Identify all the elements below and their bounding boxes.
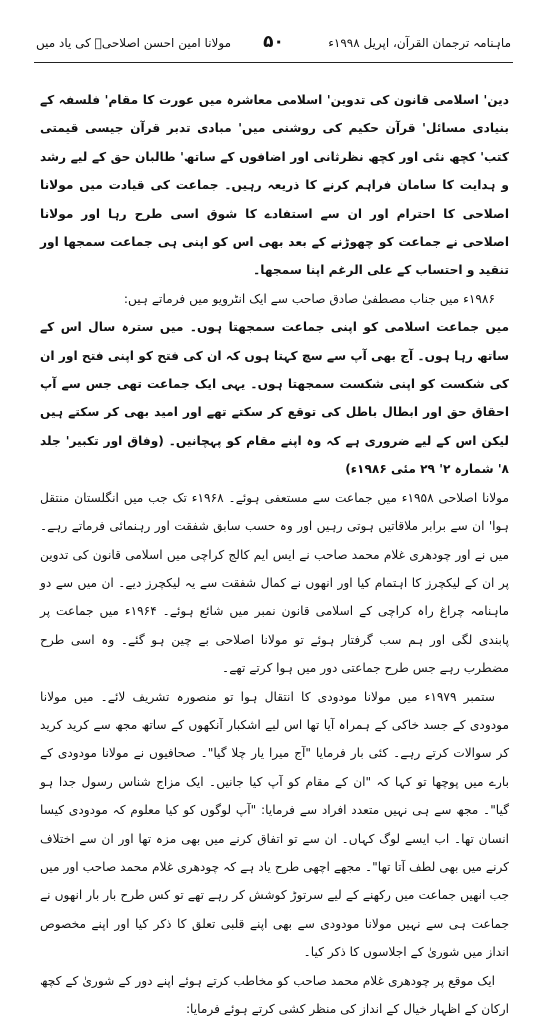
page-number: ۵۰: [263, 32, 284, 52]
paragraph: ۱۹۸۶ء میں جناب مصطفیٰ صادق صاحب سے ایک انٹرویو میں فرماتے ہیں:: [123, 291, 495, 306]
paragraph: ستمبر ۱۹۷۹ء میں مولانا مودودی کا انتقال ہوا تو منصورہ تشریف لائے۔ میں مولانا مودودی کے جسد خاکی کے ہمراہ آیا تھا اس لیے اشکبار آنکھوں کے ساتھ مجھ سے کرید کرید کر سوالات کرتے رہے۔ کئی بار فرمایا "آج میرا یار چلا گیا"۔ صحافیوں نے مولانا مودودی کے بارے میں پوچھا تو کہا کہ "ان کے مقام کو آپ کیا جانیں۔ ایک مزاج شناس رسول جدا ہو گیا"۔ مجھ سے ہی نہیں متعدد افراد سے فرمایا: "آپ لوگوں کو کیا معلوم کہ مودودی کیسا انسان تھا۔ اب ایسے لوگ کہاں۔ ان سے تو اتفاق کرنے میں بھی مزہ تھا اور ان سے اختلاف کرنے میں بھی لطف آتا تھا"۔ مجھے اچھی طرح یاد ہے کہ چودھری غلام محمد صاحب اور میں جب انھیں جماعت میں رکھنے کے لیے سرتوڑ کوشش کر رہے تھے تو کس طرح بار بار انھوں نے جماعت ہی سے نہیں مولانا مودودی سے بھی اپنے قلبی تعلق کا ذکر کیا اور اپنے مخصوص انداز میں شوریٰ کے اجلاسوں کا ذکر کیا۔: [40, 689, 509, 960]
paragraph: ایک موقع پر چودھری غلام محمد صاحب کو مخاطب کرتے ہوئے اپنے دور کے شوریٰ کے کچھ ارکان کے اظہار خیال کے انداز کی منظر کشی کرتے ہوئے فرمایا:: [40, 973, 509, 1016]
header-divider: [34, 62, 513, 63]
section-title: مولانا امین احسن اصلاحیؒ کی یاد میں: [36, 36, 232, 50]
quoted-paragraph: میں جماعت اسلامی کو اپنی جماعت سمجھتا ہوں۔ میں سترہ سال اس کے ساتھ رہا ہوں۔ آج بھی آپ سے سچ کہتا ہوں کہ ان کی فتح کو اپنی فتح اور ان کی شکست کو اپنی شکست سمجھتا ہوں۔ یہی ایک جماعت تھی جس سے آپ احقاق حق اور ابطال باطل کی توقع کر سکتے تھے اور امید بھی کر سکتے ہیں لیکن اس کے لیے ضروری ہے کہ وہ اپنے مقام کو پہچانیں۔ (وفاق اور تکبیر' جلد ۸' شمارہ ۲' ۲۹ مئی ۱۹۸۶ء): [40, 320, 509, 477]
paragraph: دین' اسلامی قانون کی تدوین' اسلامی معاشرہ میں عورت کا مقام' فلسفہ کے بنیادی مسائل' قرآن حکیم کی روشنی میں' مبادی تدبر قرآن جیسی قیمتی کتب' کچھ نئی اور کچھ نظرثانی اور اضافوں کے ساتھ' طالبان حق کے لیے رشد و ہدایت کا سامان فراہم کرنے کا ذریعہ رہیں۔ جماعت کی قیادت میں مولانا اصلاحی کا احترام اور ان سے استفادے کا شوق اسی طرح رہا اور مولانا اصلاحی نے جماعت کو چھوڑنے کے بعد بھی اس کو اپنی ہی جماعت سمجھا اور تنقید و احتساب کے علی الرغم اپنا سمجھا۔: [40, 93, 509, 278]
article-body: [40, 86, 509, 1023]
running-header: [36, 34, 511, 56]
journal-title: ماہنامہ ترجمان القرآن، اپریل ۱۹۹۸ء: [328, 36, 511, 50]
paragraph: مولانا اصلاحی ۱۹۵۸ء میں جماعت سے مستعفی ہوئے۔ ۱۹۶۸ء تک جب میں انگلستان منتقل ہوا' ان سے برابر ملاقاتیں ہوتی رہیں اور وہ حسب سابق شفقت اور رہنمائی فرماتے رہے۔ میں نے اور چودھری غلام محمد صاحب نے ایس ایم کالج کراچی میں اسلامی قانون کی تدوین پر ان کے لیکچرز کا اہتمام کیا اور انھوں نے کمال شفقت سے یہ لیکچرز دیے۔ ان میں سے دو ماہنامہ چراغ راہ کراچی کے اسلامی قانون نمبر میں شائع ہوئے۔ ۱۹۶۴ء میں جماعت پر پابندی لگی اور ہم سب گرفتار ہوئے تو مولانا اصلاحی بے چین ہو گئے۔ وہ اسی طرح مضطرب رہے جس طرح جماعتی دور میں ہوا کرتے تھے۔: [40, 490, 510, 676]
